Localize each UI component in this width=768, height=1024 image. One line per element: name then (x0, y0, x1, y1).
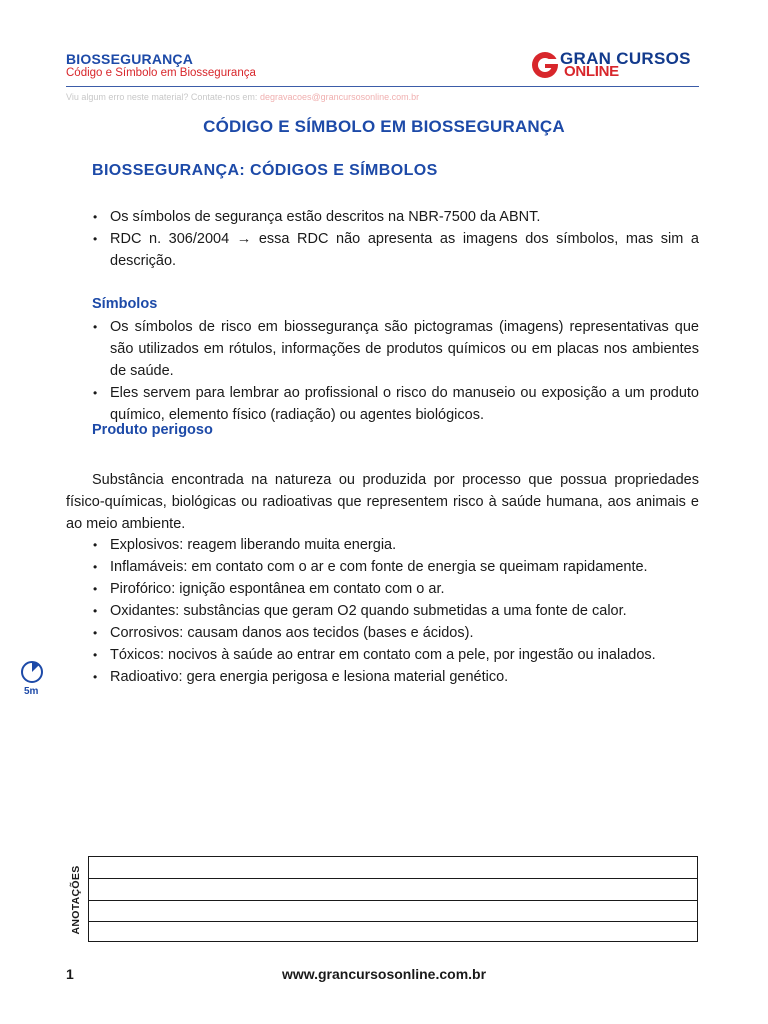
error-report-text: Viu algum erro neste material? Contate-nos em: (66, 92, 258, 102)
notes-label (58, 866, 92, 938)
logo-text-primary: GRAN CURSOS (560, 49, 691, 68)
list-item: • Explosivos: reagem liberando muita energia. (92, 534, 699, 556)
header-divider (66, 86, 699, 87)
section-title: BIOSSEGURANÇA: CÓDIGOS E SÍMBOLOS (92, 162, 438, 179)
header-subtitle: Código e Símbolo em Biossegurança (66, 67, 256, 79)
logo-text-secondary: ONLINE (564, 63, 619, 80)
error-report-note (66, 92, 419, 102)
hazard-types-list (92, 534, 699, 688)
header-title: BIOSSEGURANÇA (66, 51, 194, 67)
notes-line (89, 921, 697, 922)
list-item: • Oxidantes: substâncias que geram O2 quando submetidas a uma fonte de calor. (92, 600, 699, 622)
symbols-list (92, 316, 699, 426)
timer-label: 5m (24, 686, 39, 697)
list-item: • Eles servem para lembrar ao profissional o risco do manuseio ou exposição a um produto químico, elemento físico (radiação) ou agentes biológicos. (92, 382, 699, 426)
error-report-email[interactable]: degravacoes@grancursosonline.com.br (259, 92, 420, 102)
hazardous-product-paragraph: Substância encontrada na natureza ou produzida por processo que possua propriedades físico-químicas, biológicas ou radioativas que representem risco à saúde humana, aos animais e ao meio ambiente. (66, 472, 699, 532)
symbols-heading: Símbolos (92, 296, 158, 312)
timer-icon (20, 660, 44, 684)
notes-box[interactable] (88, 856, 698, 942)
page-number: 1 (66, 966, 74, 982)
list-item: • Os símbolos de segurança estão descritos na NBR-7500 da ABNT. (92, 206, 699, 228)
notes-line (89, 878, 697, 879)
logo-g-icon (531, 51, 559, 79)
list-item: • Pirofórico: ignição espontânea em contato com o ar. (92, 578, 699, 600)
brand-logo (531, 49, 701, 83)
list-item: • Radioativo: gera energia perigosa e lesiona material genético. (92, 666, 699, 688)
document-title: CÓDIGO E SÍMBOLO EM BIOSSEGURANÇA (203, 117, 565, 136)
video-time-marker (20, 660, 44, 697)
notes-line (89, 900, 697, 901)
intro-list (92, 206, 699, 272)
list-item: • Os símbolos de risco em biossegurança são pictogramas (imagens) representativas que são utilizados em rótulos, informações de produtos químicos ou em placas nos ambientes de saúde. (92, 316, 699, 382)
footer-url[interactable]: www.grancursosonline.com.br (281, 966, 487, 982)
list-item: • Inflamáveis: em contato com o ar e com fonte de energia se queimam rapidamente. (92, 556, 699, 578)
hazardous-product-heading: Produto perigoso (92, 422, 213, 438)
list-item: • RDC n. 306/2004 → essa RDC não apresenta as imagens dos símbolos, mas sim a descrição. (92, 228, 699, 272)
notes-label-text: ANOTAÇÕES (70, 865, 82, 935)
list-item: • Corrosivos: causam danos aos tecidos (bases e ácidos). (92, 622, 699, 644)
list-item: • Tóxicos: nocivos à saúde ao entrar em contato com a pele, por ingestão ou inalados. (92, 644, 699, 666)
